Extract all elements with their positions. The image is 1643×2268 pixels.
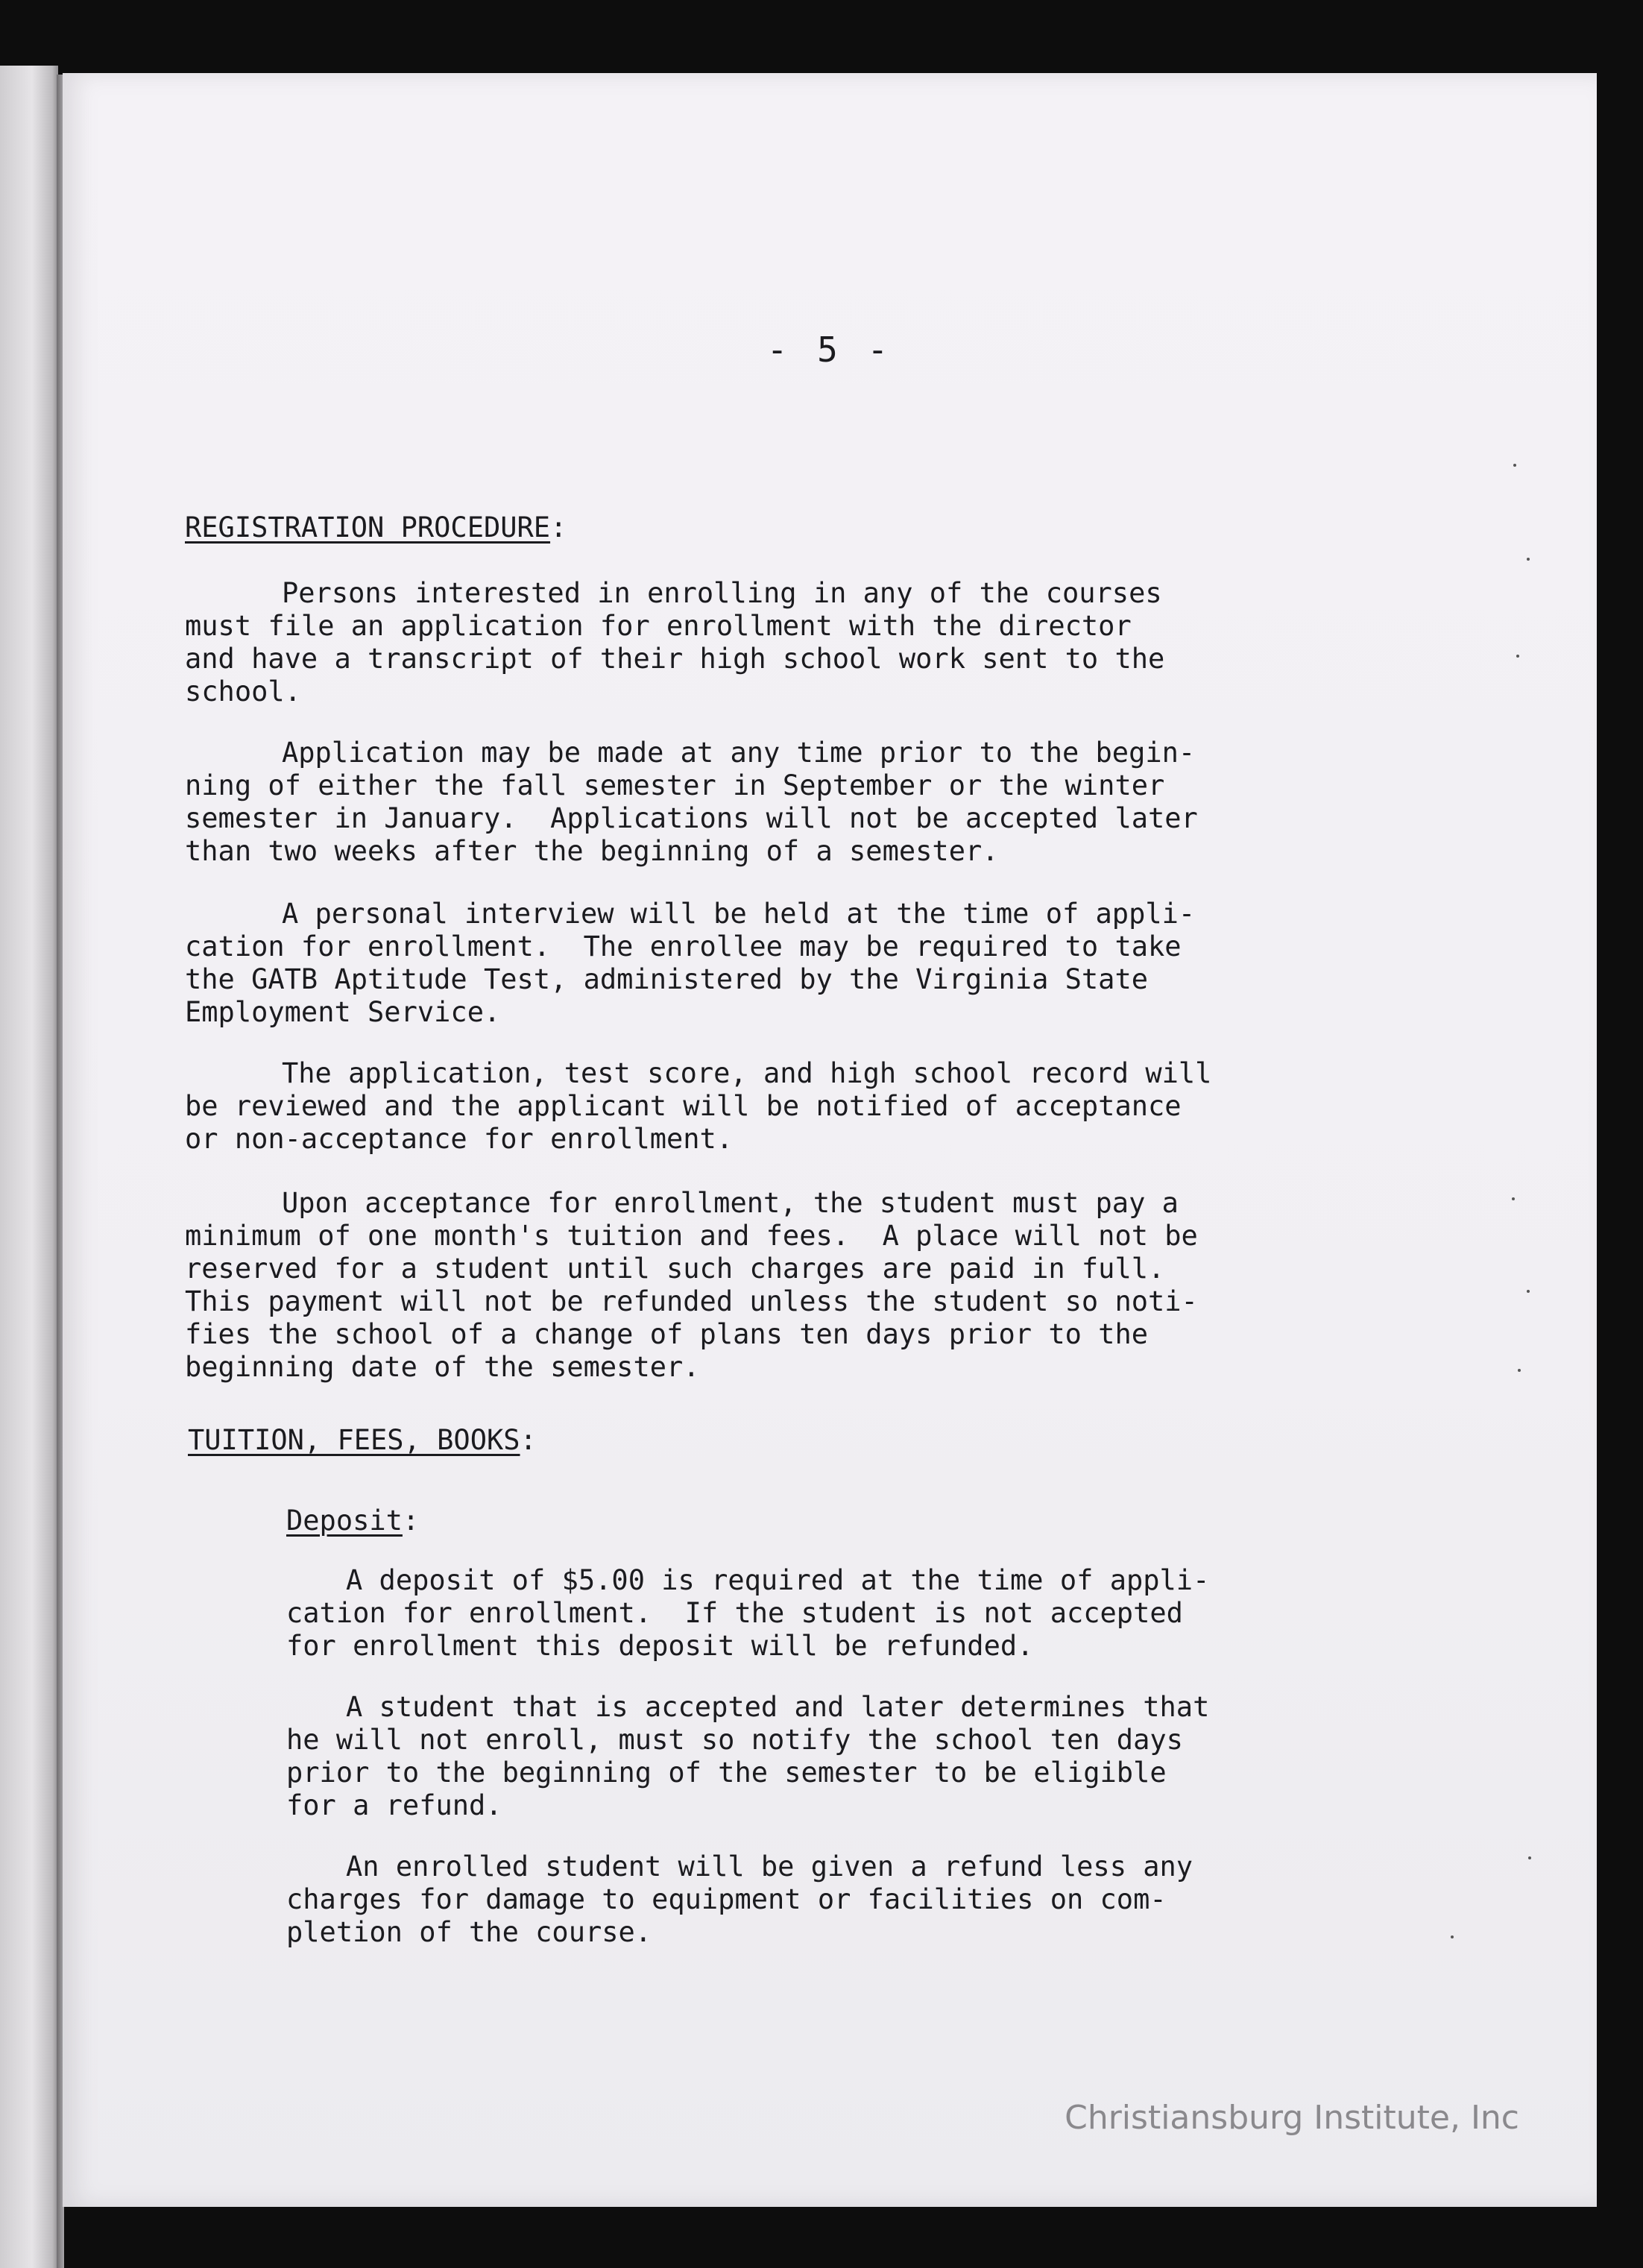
speck: [1527, 1290, 1530, 1293]
text-line: minimum of one month's tuition and fees. A place will not be: [185, 1220, 1198, 1252]
heading-colon: :: [402, 1505, 420, 1537]
document-page: [63, 73, 1597, 2207]
text-line: Persons interested in enrolling in any of the courses: [282, 577, 1162, 609]
text-line: he will not enroll, must so notify the school ten days: [286, 1724, 1183, 1756]
heading-text: Deposit: [286, 1505, 403, 1537]
text-line: semester in January. Applications will not be accepted later: [185, 802, 1198, 834]
text-line: ning of either the fall semester in September or the winter: [185, 769, 1165, 801]
heading-text: TUITION, FEES, BOOKS: [188, 1424, 520, 1456]
text-line: Application may be made at any time prior to the begin-: [282, 737, 1196, 769]
heading-colon: :: [550, 511, 567, 544]
section-heading-registration: [185, 511, 567, 544]
page-number: - 5 -: [766, 330, 893, 370]
subheading-deposit: [286, 1505, 419, 1537]
heading-text: REGISTRATION PROCEDURE: [185, 511, 551, 544]
text-line: beginning date of the semester.: [185, 1351, 700, 1383]
text-line: must file an application for enrollment with the director: [185, 610, 1132, 642]
text-line: A student that is accepted and later determines that: [346, 1691, 1210, 1723]
paragraph-registration-3: [185, 898, 1195, 1029]
text-line: for enrollment this deposit will be refunded.: [286, 1630, 1034, 1662]
text-line: prior to the beginning of the semester to be eligible: [286, 1757, 1167, 1789]
speck: [1513, 464, 1516, 467]
text-line: fies the school of a change of plans ten days prior to the: [185, 1318, 1149, 1350]
paragraph-deposit-3: [286, 1850, 1193, 1949]
text-line: Upon acceptance for enrollment, the student must pay a: [282, 1187, 1179, 1219]
text-line: and have a transcript of their high school work sent to the: [185, 643, 1165, 675]
heading-colon: :: [520, 1424, 537, 1456]
text-line: the GATB Aptitude Test, administered by the Virginia State: [185, 963, 1149, 995]
text-line: A deposit of $5.00 is required at the time of appli-: [346, 1564, 1210, 1596]
text-line: charges for damage to equipment or facilities on com-: [286, 1883, 1167, 1915]
speck: [1516, 655, 1519, 658]
archive-watermark: Christiansburg Institute, Inc: [1065, 2099, 1519, 2137]
text-line: reserved for a student until such charges are paid in full.: [185, 1253, 1165, 1285]
text-line: cation for enrollment. The enrollee may be required to take: [185, 930, 1182, 963]
text-line: Employment Service.: [185, 996, 501, 1028]
text-line: A personal interview will be held at the time of appli-: [282, 898, 1196, 930]
text-line: An enrolled student will be given a refund less any: [346, 1850, 1193, 1883]
text-line: or non-acceptance for enrollment.: [185, 1123, 734, 1155]
paragraph-registration-1: [185, 577, 1164, 708]
paragraph-registration-5: [185, 1187, 1198, 1384]
speck: [1512, 1197, 1515, 1200]
text-line: pletion of the course.: [286, 1916, 652, 1948]
text-line: than two weeks after the beginning of a semester.: [185, 835, 999, 867]
text-line: school.: [185, 675, 301, 708]
text-line: cation for enrollment. If the student is not accepted: [286, 1597, 1183, 1629]
paragraph-deposit-2: [286, 1691, 1209, 1822]
text-line: for a refund.: [286, 1789, 502, 1821]
text-line: The application, test score, and high school record will: [282, 1057, 1212, 1089]
paragraph-deposit-1: [286, 1564, 1209, 1663]
speck: [1528, 1856, 1531, 1859]
paragraph-registration-2: [185, 737, 1198, 868]
paragraph-registration-4: [185, 1057, 1211, 1156]
section-heading-tuition: [188, 1424, 537, 1456]
text-line: be reviewed and the applicant will be notified of acceptance: [185, 1090, 1182, 1122]
speck: [1451, 1935, 1454, 1938]
speck: [1518, 1369, 1521, 1372]
facing-page-edge: [0, 66, 58, 2268]
text-line: This payment will not be refunded unless the student so noti-: [185, 1285, 1198, 1317]
speck: [1527, 558, 1530, 561]
